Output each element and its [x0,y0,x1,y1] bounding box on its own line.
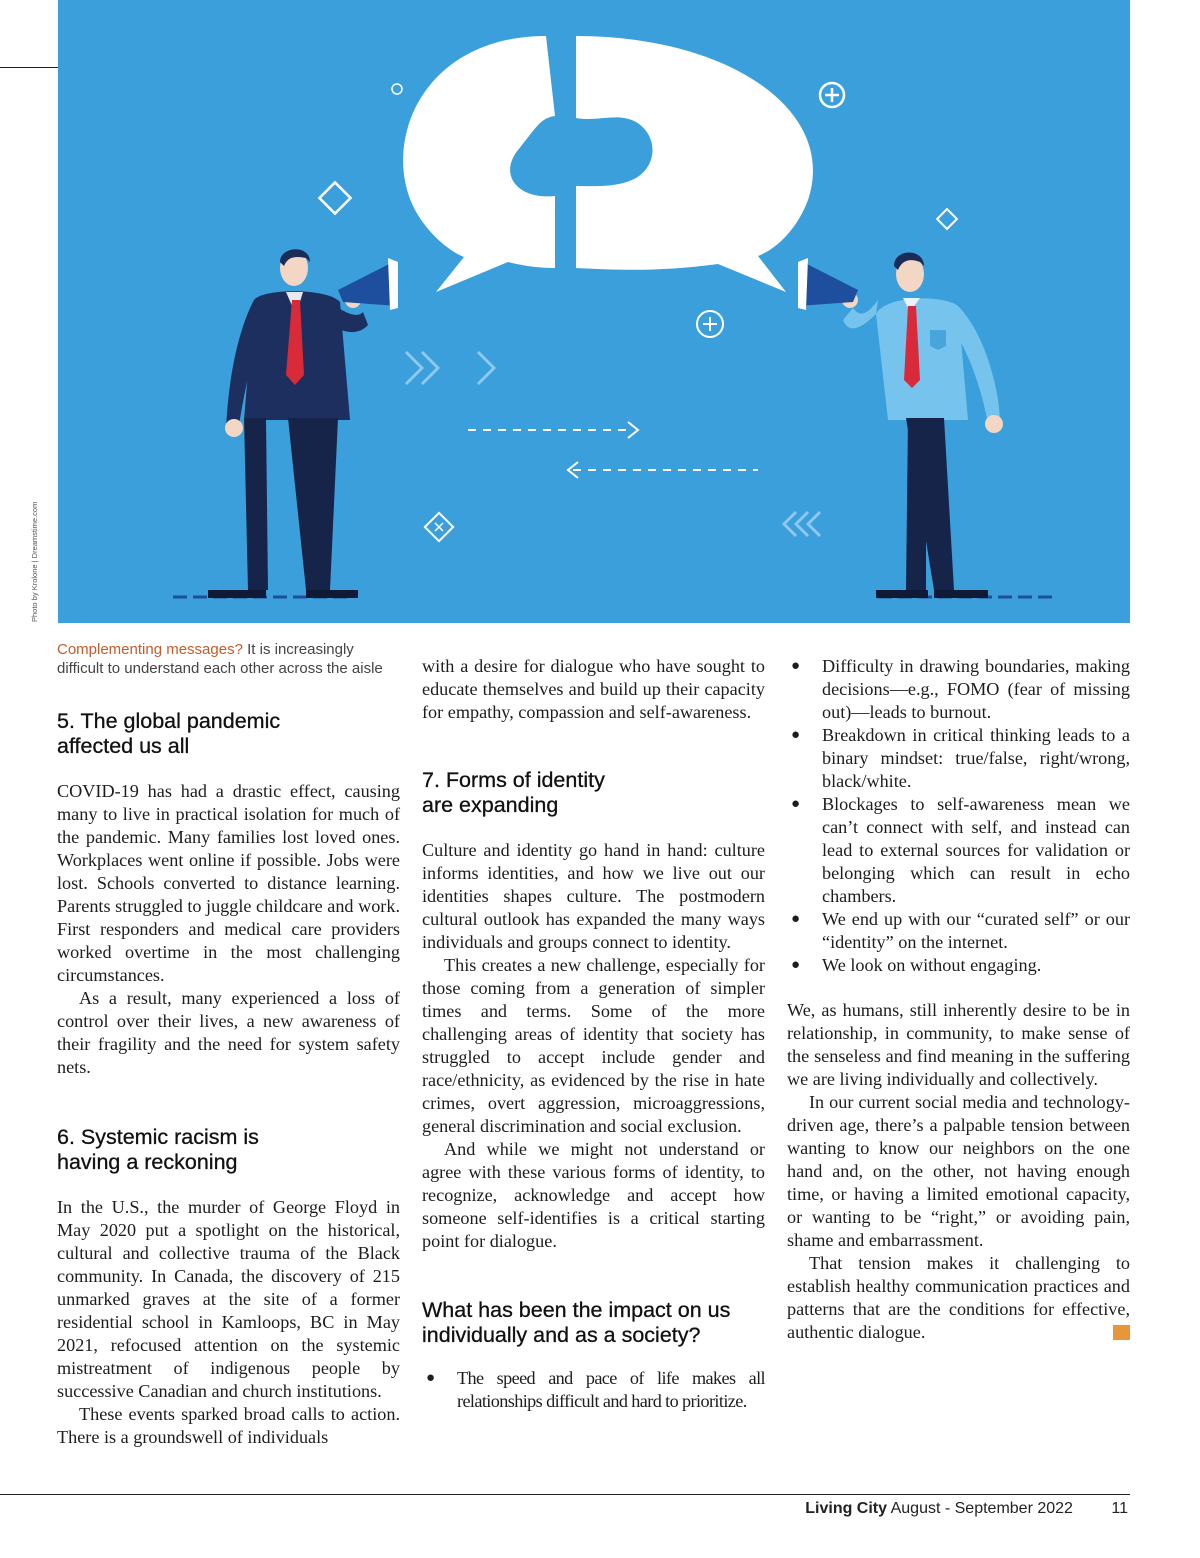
impact-paragraph-3-text: That tension makes it challenging to establish healthy communication practices and patterns that are the conditions for effective, authentic dialogue. [787,1253,1130,1342]
section-5-heading-line2: affected us all [57,734,190,758]
section-5-heading-line1: 5. The global pandemic [57,709,281,733]
magazine-name: Living City [805,1500,888,1517]
column-1 [57,640,400,1449]
top-left-rule [0,67,58,68]
list-item: ● We end up with our “curated self” or our “identity” on the internet. [787,908,1130,954]
right-man-figure [798,253,1003,599]
issue-date: August - September 2022 [890,1500,1073,1517]
section-5-paragraph-2: As a result, many experienced a loss of control over their lives, a new awareness of their fragility and the need for system safety nets. [57,988,400,1077]
impact-heading-line2: individually and as a society? [422,1323,701,1347]
left-man-figure [208,249,398,598]
caption-lead: Complementing messages? [57,641,243,658]
section-6-paragraph-1: In the U.S., the murder of George Floyd in May 2020 put a spotlight on the historical, cultural and collective trauma of the Black community. In Canada, the discovery of 215 unmarked graves at the site of a former residential school in Kamloops, BC in May 2021, refocused attention on the systemic mistreatment of indigenous people by successive Canadian and church institutions. [57,1197,400,1401]
column-2 [422,655,765,1413]
section-7-paragraph-2: This creates a new challenge, especially for those coming from a generation of simpler times and terms. Some of the more challenging areas of identity that society has struggled to accept include gender and race/ethnicity, as evidenced by the rise in hate crimes, overt aggression, microaggressions, general discrimination and social exclusion. [422,955,765,1136]
page-number: 11 [1111,1500,1128,1517]
right-speech-bubble [576,36,813,292]
impact-paragraph-2: In our current social media and technology-driven age, there’s a palpable tension between wanting to know our neighbors on the one hand and, on the other, not having enough time, or having a limited emotional capacity, or wanting to be “right,” or avoiding pain, shame and embarrassment. [787,1092,1130,1250]
megaphone-dialogue-illustration [58,0,1130,623]
image-caption [57,640,400,678]
impact-paragraph-3 [787,1252,1150,1344]
continued-paragraph: with a desire for dialogue who have sought to educate themselves and build up their capacity for empathy, compassion and self-awareness. [422,656,765,722]
impact-heading-line1: What has been the impact on us [422,1298,731,1322]
section-6-heading-line2: having a reckoning [57,1150,238,1174]
impact-bullet-list [422,1367,765,1413]
section-7-heading [422,768,765,818]
list-item: ● The speed and pace of life makes all relationships difficult and hard to prioritize. [422,1367,765,1413]
list-item: ● Breakdown in critical thinking leads to a binary mindset: true/false, right/wrong, black/white. [787,724,1130,793]
section-5-paragraph-1: COVID-19 has had a drastic effect, causing many to live in practical isolation for much of the pandemic. Many families lost loved ones. Workplaces went online if possible. Jobs were lost. Schools converted to distance learning. Parents struggled to juggle childcare and work. First responders and medical care providers worked overtime in the most challenging circumstances. [57,781,400,985]
page-footer [805,1500,1128,1518]
caption-text: It is increasingly difficult to understand each other across the aisle [57,641,383,677]
hero-illustration [58,0,1130,623]
end-of-article-icon: LC [1113,1325,1130,1340]
section-5-heading [57,709,400,759]
section-7-paragraph-1: Culture and identity go hand in hand: culture informs identities, and how we live out our identities shapes culture. The postmodern cultural outlook has expanded the many ways individuals and groups connect to identity. [422,840,765,952]
impact-bullet-list-continued [787,655,1130,977]
list-item: ● We look on without engaging. [787,954,1130,977]
column-3 [787,655,1150,1344]
list-item: ● Blockages to self-awareness mean we can’t connect with self, and instead can lead to external sources for validation or belonging which can result in echo chambers. [787,793,1130,908]
section-6-paragraph-2: These events sparked broad calls to action. There is a groundswell of individuals [57,1404,400,1447]
section-6-heading-line1: 6. Systemic racism is [57,1125,259,1149]
section-7-heading-line1: 7. Forms of identity [422,768,605,792]
impact-paragraph-1: We, as humans, still inherently desire to be in relationship, in community, to make sense of the senseless and find meaning in the suffering we are living individually and collectively. [787,1000,1130,1089]
footer-rule [0,1494,1130,1495]
section-7-paragraph-3: And while we might not understand or agree with these various forms of identity, to recognize, acknowledge and accept how someone self-identifies is a critical starting point for dialogue. [422,1139,765,1251]
impact-heading [422,1298,765,1348]
section-7-heading-line2: are expanding [422,793,559,817]
photo-credit: Photo by Krolone | Dreamstime.com [30,501,39,622]
section-6-heading [57,1125,400,1175]
list-item: ● Difficulty in drawing boundaries, making decisions—e.g., FOMO (fear of missing out)—leads to burnout. [787,655,1130,724]
left-speech-bubble [403,36,555,292]
